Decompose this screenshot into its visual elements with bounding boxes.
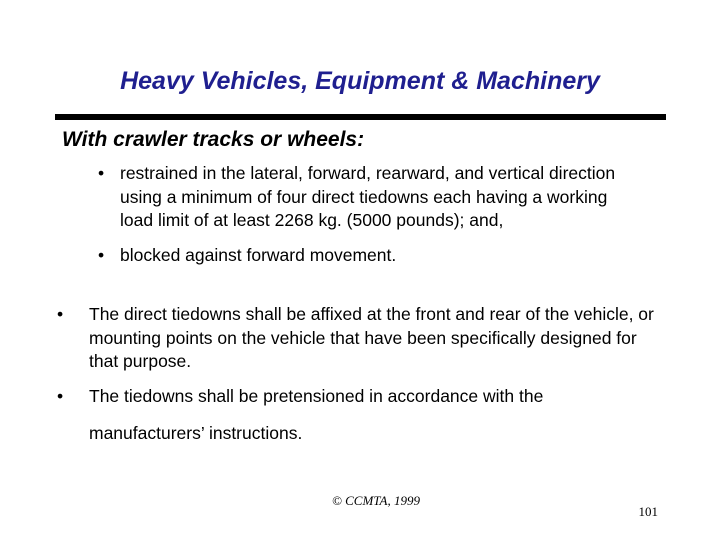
sub-bullet-text: blocked against forward movement. <box>120 244 397 265</box>
section-heading: With crawler tracks or wheels: <box>62 128 365 151</box>
main-bullet-text: The tiedowns shall be pretensioned in accordance with the <box>89 385 544 406</box>
main-bullet-item <box>57 303 657 374</box>
copyright-footer: © CCMTA, 1999 <box>331 493 420 508</box>
sub-bullet-text: restrained in the lateral, forward, rearward, and vertical direction using a minimum of four direct tiedowns each having a working load limit of at least 2268 kg. (5000 pounds); and, <box>120 163 616 230</box>
main-bullet-item <box>57 385 657 446</box>
bullet-icon: • <box>98 163 105 183</box>
title-divider <box>55 114 666 120</box>
sub-bullet-list <box>98 162 638 278</box>
bullet-icon: • <box>57 385 64 406</box>
bullet-icon: • <box>57 304 64 324</box>
main-bullet-continuation: manufacturers’ instructions. <box>89 423 303 443</box>
page-number: 101 <box>638 504 658 519</box>
sub-bullet-item <box>98 162 638 233</box>
sub-bullet-item <box>98 244 638 268</box>
bullet-icon: • <box>98 244 105 265</box>
slide-title: Heavy Vehicles, Equipment & Machinery <box>120 67 600 95</box>
main-bullet-text: The direct tiedowns shall be affixed at the front and rear of the vehicle, or mounting points on the vehicle that have been specifically designed for that purpose. <box>89 304 654 371</box>
main-bullet-list <box>57 303 657 457</box>
